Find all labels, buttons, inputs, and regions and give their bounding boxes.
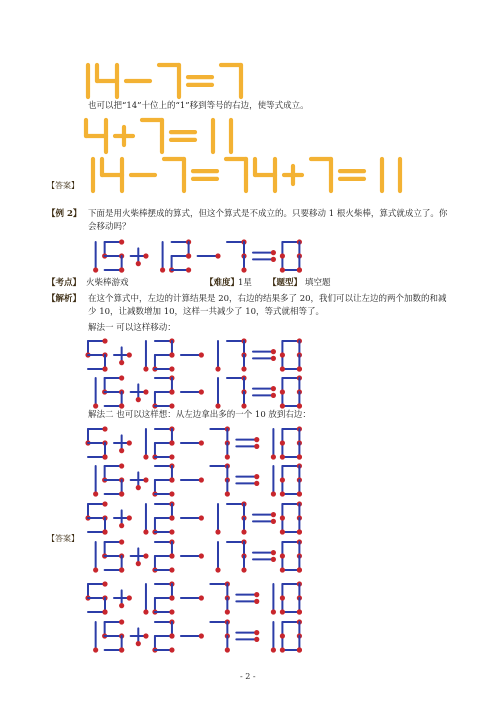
matchstick-equation (83, 118, 263, 154)
match-head (169, 403, 174, 408)
match-head (127, 352, 132, 357)
match-head (119, 567, 124, 572)
match-head (254, 592, 259, 597)
match-head (119, 360, 124, 365)
match-head (225, 454, 230, 459)
match-head (93, 403, 98, 408)
match-head (241, 529, 246, 534)
match-head (119, 267, 124, 272)
match-head (225, 491, 230, 496)
match-head (254, 444, 259, 449)
match-head (271, 257, 276, 262)
method-one-text: 解法一 可以这样移动： (88, 323, 176, 333)
match-head (199, 633, 204, 638)
match-head (254, 481, 259, 486)
match-head (199, 389, 204, 394)
match-head (169, 609, 174, 614)
matchstick-equation (85, 582, 305, 614)
match-head (119, 647, 124, 652)
match-head (143, 609, 148, 614)
match-head (215, 529, 220, 534)
match-head (297, 366, 302, 371)
match-head (119, 523, 124, 528)
match-head (297, 609, 302, 614)
match-head (297, 267, 302, 272)
match-head (271, 519, 276, 524)
match-head (280, 515, 285, 520)
match-head (102, 426, 107, 431)
match-head (93, 491, 98, 496)
match-head (119, 448, 124, 453)
match-head (215, 253, 220, 258)
matchstick-equation (85, 427, 305, 459)
match-head (241, 567, 246, 572)
match-head (143, 366, 148, 371)
kaodian-value: 火柴棒游戏 (86, 278, 129, 288)
match-head (169, 529, 174, 534)
matchstick-equation (85, 464, 305, 496)
match-head (199, 553, 204, 558)
analysis-text: 少 10，让减数增加 10，这样一共减少了 10，等式就相等了。 (88, 307, 325, 317)
match-head (280, 633, 285, 638)
answer-label: 【答案】 (47, 534, 79, 543)
match-head (280, 366, 285, 371)
match-head (254, 637, 259, 642)
match-head (136, 261, 141, 266)
match-head (280, 440, 285, 445)
match-head (169, 553, 174, 558)
match-head (271, 250, 276, 255)
match-head (199, 595, 204, 600)
match-head (271, 557, 276, 562)
match-head (280, 454, 285, 459)
match-head (93, 567, 98, 572)
match-head (271, 386, 276, 391)
matchstick-equation (85, 540, 305, 572)
match-head (102, 529, 107, 534)
match-head (119, 603, 124, 608)
match-head (143, 529, 148, 534)
match-head (119, 491, 124, 496)
match-head (169, 567, 174, 572)
match-head (127, 595, 132, 600)
match-head (280, 647, 285, 652)
match-head (241, 403, 246, 408)
match-head (241, 267, 246, 272)
match-head (186, 267, 191, 272)
match-head (280, 553, 285, 558)
matchstick-equation (81, 157, 441, 193)
match-head (199, 440, 204, 445)
match-head (102, 581, 107, 586)
matchstick-equation (85, 339, 305, 371)
match-head (127, 515, 132, 520)
match-head (225, 647, 230, 652)
match-head (225, 609, 230, 614)
match-head (254, 599, 259, 604)
match-head (169, 647, 174, 652)
match-head (102, 338, 107, 343)
match-head (143, 253, 148, 258)
match-head (280, 609, 285, 614)
match-head (143, 454, 148, 459)
match-head (136, 561, 141, 566)
match-head (102, 454, 107, 459)
match-head (271, 491, 276, 496)
match-head (297, 454, 302, 459)
match-head (297, 567, 302, 572)
match-head (271, 454, 276, 459)
match-head (199, 515, 204, 520)
method-two-text: 解法二 也可以这样想：从左边拿出多的一个 10 放到右边： (88, 410, 311, 420)
match-head (119, 403, 124, 408)
question-text: 下面是用火柴棒摆成的算式，但这个算式是不成立的。只要移动 1 根火柴棒，算式就成立了。你 (88, 209, 448, 219)
match-head (297, 647, 302, 652)
match-head (127, 440, 132, 445)
match-head (169, 352, 174, 357)
analysis-text: 在这个算式中，左边的计算结果是 20，右边的结果多了 20，我们可以让左边的两个加数的和减 (88, 294, 447, 304)
match-head (280, 595, 285, 600)
match-head (254, 474, 259, 479)
tixing-value: 填空题 (305, 278, 331, 288)
match-head (254, 437, 259, 442)
match-head (136, 397, 141, 402)
matchstick-equation (76, 63, 316, 99)
match-head (102, 609, 107, 614)
kaodian-label: 【考点】 (47, 278, 82, 288)
example-label: 【例 2】 (47, 209, 82, 219)
match-head (169, 633, 174, 638)
explanation-text: 也可以把“14”十位上的“1”移到等号的右边，使等式成立。 (88, 101, 309, 111)
match-head (169, 366, 174, 371)
match-head (119, 539, 124, 544)
match-head (215, 366, 220, 371)
match-head (199, 352, 204, 357)
match-head (297, 491, 302, 496)
match-head (215, 567, 220, 572)
match-head (160, 267, 165, 272)
match-head (119, 463, 124, 468)
match-head (136, 485, 141, 490)
match-head (280, 529, 285, 534)
match-head (119, 239, 124, 244)
match-head (271, 349, 276, 354)
match-head (186, 253, 191, 258)
match-head (297, 403, 302, 408)
match-head (254, 630, 259, 635)
match-head (280, 352, 285, 357)
match-head (169, 454, 174, 459)
match-head (280, 267, 285, 272)
match-head (241, 366, 246, 371)
match-head (280, 491, 285, 496)
match-head (280, 567, 285, 572)
match-head (169, 477, 174, 482)
match-head (271, 512, 276, 517)
nandu-label: 【难度】 (205, 278, 240, 288)
match-head (93, 647, 98, 652)
match-head (143, 477, 148, 482)
match-head (280, 253, 285, 258)
matchstick-equation (85, 240, 305, 272)
matchstick-equation (85, 502, 305, 534)
matchstick-equation (85, 376, 305, 408)
match-head (143, 633, 148, 638)
match-head (271, 647, 276, 652)
match-head (119, 619, 124, 624)
match-head (143, 553, 148, 558)
match-head (136, 641, 141, 646)
match-head (215, 403, 220, 408)
match-head (143, 389, 148, 394)
match-head (199, 477, 204, 482)
match-head (169, 389, 174, 394)
match-head (119, 375, 124, 380)
match-head (280, 477, 285, 482)
analysis-label: 【解析】 (47, 294, 82, 304)
match-head (102, 366, 107, 371)
nandu-value: 1星 (238, 278, 252, 288)
match-head (271, 550, 276, 555)
match-head (169, 440, 174, 445)
match-head (271, 356, 276, 361)
match-head (169, 491, 174, 496)
match-head (280, 389, 285, 394)
match-head (297, 529, 302, 534)
match-head (280, 403, 285, 408)
match-head (271, 393, 276, 398)
match-head (169, 515, 174, 520)
match-head (271, 609, 276, 614)
tixing-label: 【题型】 (268, 278, 303, 288)
page-number: - 2 - (240, 672, 256, 681)
match-head (93, 267, 98, 272)
matchstick-equation (85, 620, 305, 652)
question-text: 会移动吗？ (88, 222, 131, 232)
match-head (169, 595, 174, 600)
answer-label: 【答案】 (47, 181, 79, 190)
match-head (102, 501, 107, 506)
